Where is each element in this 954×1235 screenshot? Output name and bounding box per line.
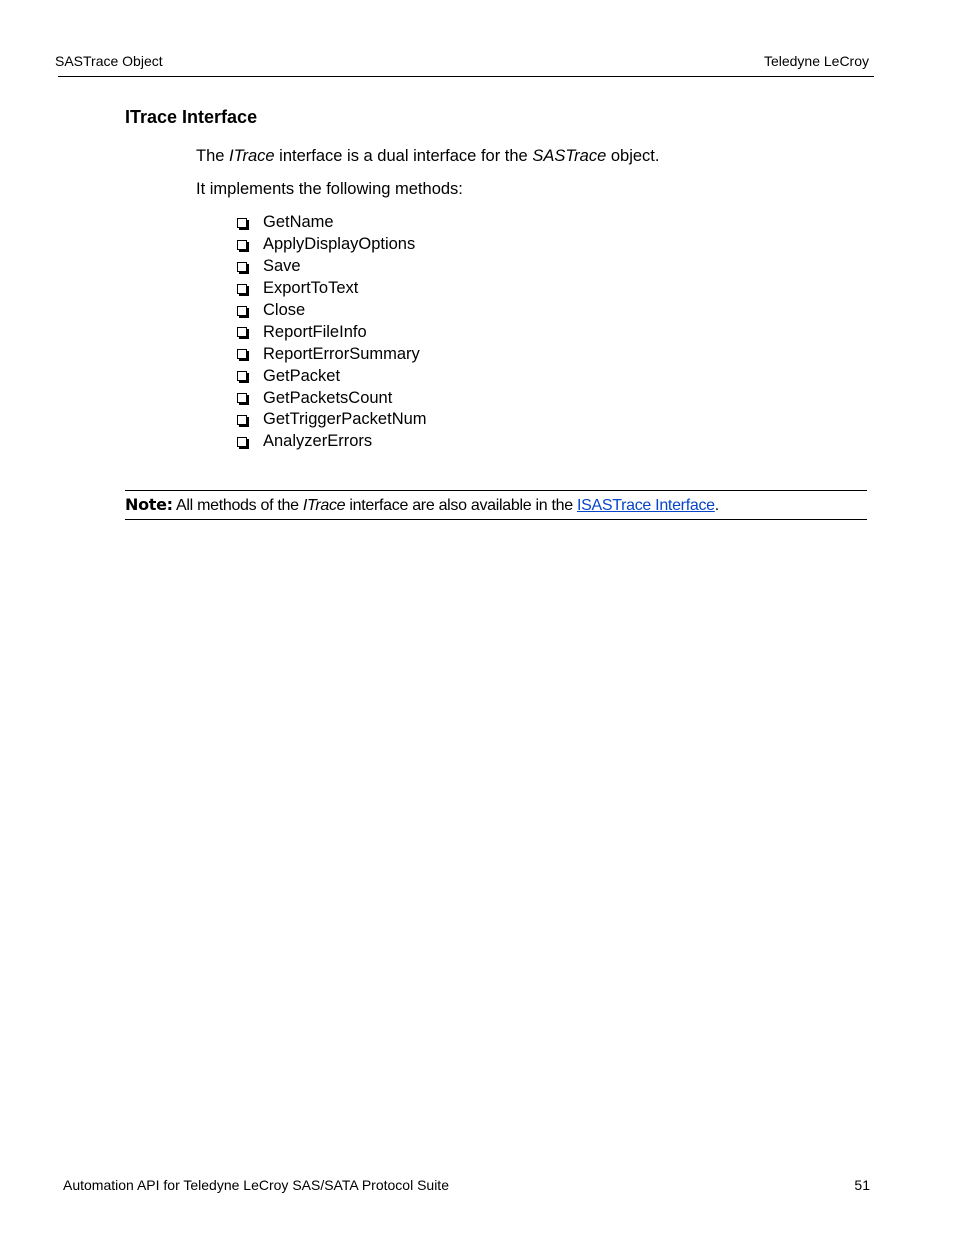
list-item <box>236 343 427 365</box>
method-name: GetPacketsCount <box>263 388 393 407</box>
note-label: Note: <box>125 495 173 514</box>
method-name: ReportFileInfo <box>263 322 367 341</box>
method-name: GetTriggerPacketNum <box>263 410 427 429</box>
checkbox-bullet-icon <box>237 240 247 250</box>
checkbox-bullet-icon <box>237 371 247 381</box>
methods-intro: It implements the following methods: <box>196 180 463 198</box>
footer-document-title: Automation API for Teledyne LeCroy SAS/SATA Protocol Suite <box>63 1177 449 1193</box>
header-divider <box>58 76 874 77</box>
list-item <box>236 256 427 278</box>
list-item <box>236 321 427 343</box>
method-name: AnalyzerErrors <box>263 432 373 451</box>
method-name: Save <box>263 257 301 276</box>
method-name: GetName <box>263 213 334 232</box>
checkbox-bullet-icon <box>237 262 247 272</box>
checkbox-bullet-icon <box>237 327 247 337</box>
note-box <box>125 490 867 520</box>
checkbox-bullet-icon <box>237 393 247 403</box>
list-item <box>236 278 427 300</box>
header-section-name: SASTrace Object <box>55 53 163 69</box>
intro-sastrace-emphasis: SASTrace <box>532 147 607 165</box>
method-name: ApplyDisplayOptions <box>263 235 416 254</box>
method-name: GetPacket <box>263 366 341 385</box>
isastrace-interface-link[interactable]: ISASTrace Interface <box>576 497 715 514</box>
intro-text-2: interface is a dual interface for the <box>274 147 533 165</box>
intro-paragraph <box>196 147 659 166</box>
list-item <box>236 431 427 453</box>
list-item <box>236 212 427 234</box>
checkbox-bullet-icon <box>237 306 247 316</box>
method-name: ExportToText <box>263 279 359 298</box>
list-item <box>236 387 427 409</box>
checkbox-bullet-icon <box>237 437 247 447</box>
list-item <box>236 300 427 322</box>
header-company-name: Teledyne LeCroy <box>763 53 869 69</box>
note-text-2: interface are also available in the <box>345 497 577 514</box>
page-number: 51 <box>854 1177 870 1193</box>
method-name: Close <box>263 301 306 319</box>
checkbox-bullet-icon <box>237 284 247 294</box>
section-title: ITrace Interface <box>125 107 258 127</box>
note-text-1: All methods of the <box>172 497 303 514</box>
list-item <box>236 365 427 387</box>
intro-text-1: The <box>196 147 230 165</box>
method-list <box>236 212 427 453</box>
checkbox-bullet-icon <box>237 218 247 228</box>
method-name: ReportErrorSummary <box>263 344 420 363</box>
checkbox-bullet-icon <box>237 349 247 359</box>
note-text-3: . <box>714 497 719 514</box>
list-item <box>236 409 427 431</box>
intro-text-3: object. <box>606 147 660 165</box>
note-itrace-emphasis: ITrace <box>302 497 346 514</box>
checkbox-bullet-icon <box>237 415 247 425</box>
intro-itrace-emphasis: ITrace <box>229 147 275 165</box>
list-item <box>236 234 427 256</box>
